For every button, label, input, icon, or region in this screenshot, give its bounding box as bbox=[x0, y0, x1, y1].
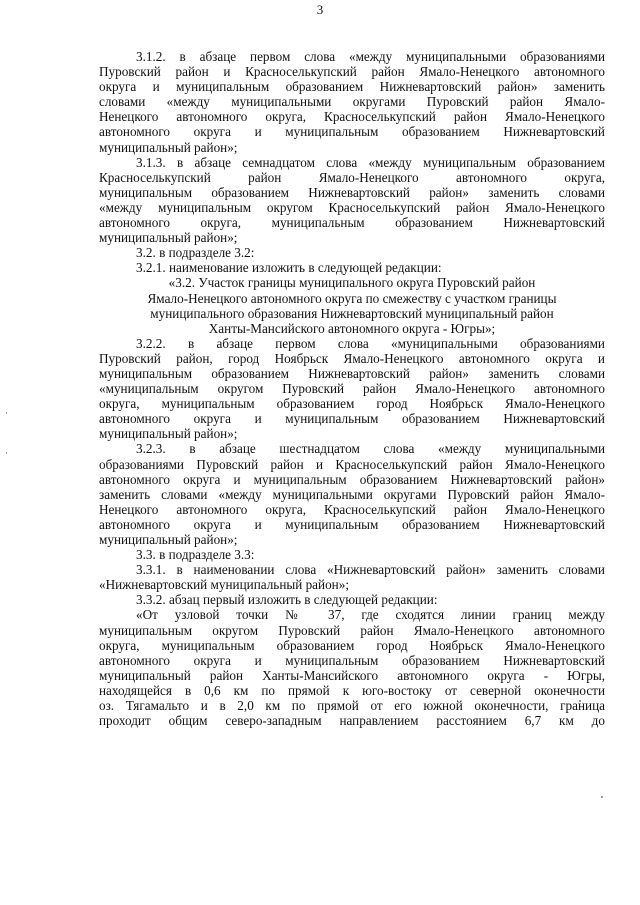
section-heading-line: «3.2. Участок границы муниципального округа Пуровский район bbox=[168, 275, 536, 291]
text-line: 3.1.3. в абзаце семнадцатом слова «между муниципальным образованием bbox=[136, 154, 605, 170]
text-line: словами «между муниципальными округами Пуровский район Ямало- bbox=[99, 94, 605, 110]
text-line: 3.2. в подразделе 3.2: bbox=[136, 245, 255, 261]
text-line: муниципальный район»; bbox=[99, 139, 238, 155]
text-line: оз. Тягамальто и в 2,0 км по прямой от его южной оконечности, граница bbox=[99, 698, 605, 714]
text-line: муниципальным образованием Нижневартовский район» заменить словами bbox=[99, 365, 605, 381]
text-line: автономного округа и муниципальным образованием Нижневартовский bbox=[99, 516, 605, 532]
document-body bbox=[99, 49, 605, 728]
text-line: округа, муниципальным образованием город Ноябрьск Ямало-Ненецкого bbox=[99, 637, 605, 653]
text-line: автономного округа и муниципальным образованием Нижневартовский bbox=[99, 411, 605, 427]
scan-speck bbox=[6, 412, 7, 414]
text-line: муниципальным округом Пуровский район Ямало-Ненецкого автономного bbox=[99, 622, 605, 638]
text-line: Ненецкого автономного округа, Красноселькупский район Ямало-Ненецкого bbox=[99, 501, 605, 517]
text-line: округа и муниципальным образованием Нижневартовский район» заменить bbox=[99, 79, 605, 95]
text-line: муниципальный район»; bbox=[99, 230, 238, 246]
section-heading-line: Ханты-Мансийского автономного округа - Югры»; bbox=[208, 320, 496, 336]
text-line: Пуровский район и Красноселькупский район Ямало-Ненецкого автономного bbox=[99, 64, 605, 80]
scan-speck bbox=[6, 452, 7, 454]
text-line: муниципальным образованием Нижневартовский район» заменить словами bbox=[99, 184, 605, 200]
text-line: 3.2.1. наименование изложить в следующей редакции: bbox=[136, 260, 442, 276]
text-line: автономного округа и муниципальным образованием Нижневартовский bbox=[99, 652, 605, 668]
text-line: автономного округа, муниципальным образованием Нижневартовский bbox=[99, 215, 605, 231]
text-line: заменить словами «между муниципальными округами Пуровский район Ямало- bbox=[99, 486, 605, 502]
text-line: находящейся в 0,6 км по прямой к юго-востоку от северной оконечности bbox=[99, 682, 605, 698]
text-line: «муниципальным округом Пуровский район Ямало-Ненецкого автономного bbox=[99, 381, 605, 397]
text-line: проходит общим северо-западным направлением расстоянием 6,7 км до bbox=[99, 713, 605, 729]
page-number: 3 bbox=[316, 2, 324, 17]
text-line: 3.2.2. в абзаце первом слова «муниципальными образованиями bbox=[136, 335, 605, 351]
text-line: «Нижневартовский муниципальный район»; bbox=[99, 577, 350, 593]
text-line: муниципальный район Ханты-Мансийского автономного округа - Югры, bbox=[99, 667, 605, 683]
text-line: образованиями Пуровский район и Красноселькупский район Ямало-Ненецкого bbox=[99, 456, 605, 472]
text-line: округа, муниципальным образованием город Ноябрьск Ямало-Ненецкого bbox=[99, 396, 605, 412]
text-line: муниципальный район»; bbox=[99, 532, 238, 547]
text-line: муниципальный район»; bbox=[99, 426, 238, 442]
text-line: Красноселькупский район Ямало-Ненецкого автономного округа, bbox=[99, 169, 605, 185]
text-line: 3.3.1. в наименовании слова «Нижневартовский район» заменить словами bbox=[136, 562, 605, 578]
section-heading-line: Ямало-Ненецкого автономного округа по смежеству с участком границы bbox=[147, 290, 557, 306]
text-line: 3.2.3. в абзаце шестнадцатом слова «между муниципальными bbox=[136, 441, 605, 457]
text-line: автономного округа и муниципальным образованием Нижневартовский район» bbox=[99, 471, 605, 487]
text-line: автономного округа и муниципальным образованием Нижневартовский bbox=[99, 124, 605, 140]
text-line: «От узловой точки № 37, где сходятся линии границ между bbox=[136, 607, 605, 623]
section-heading-line: муниципального образования Нижневартовский муниципальный район bbox=[150, 305, 554, 321]
text-line: 3.3. в подразделе 3.3: bbox=[136, 547, 255, 563]
text-line: Ненецкого автономного округа, Красноселькупский район Ямало-Ненецкого bbox=[99, 109, 605, 125]
scan-speck bbox=[601, 796, 603, 798]
text-line: 3.3.2. абзац первый изложить в следующей редакции: bbox=[136, 592, 438, 608]
text-line: 3.1.2. в абзаце первом слова «между муниципальными образованиями bbox=[136, 49, 605, 64]
text-line: Пуровский район, город Ноябрьск Ямало-Ненецкого автономного округа и bbox=[99, 350, 605, 366]
text-line: «между муниципальным округом Красноселькупский район Ямало-Ненецкого bbox=[99, 199, 605, 215]
